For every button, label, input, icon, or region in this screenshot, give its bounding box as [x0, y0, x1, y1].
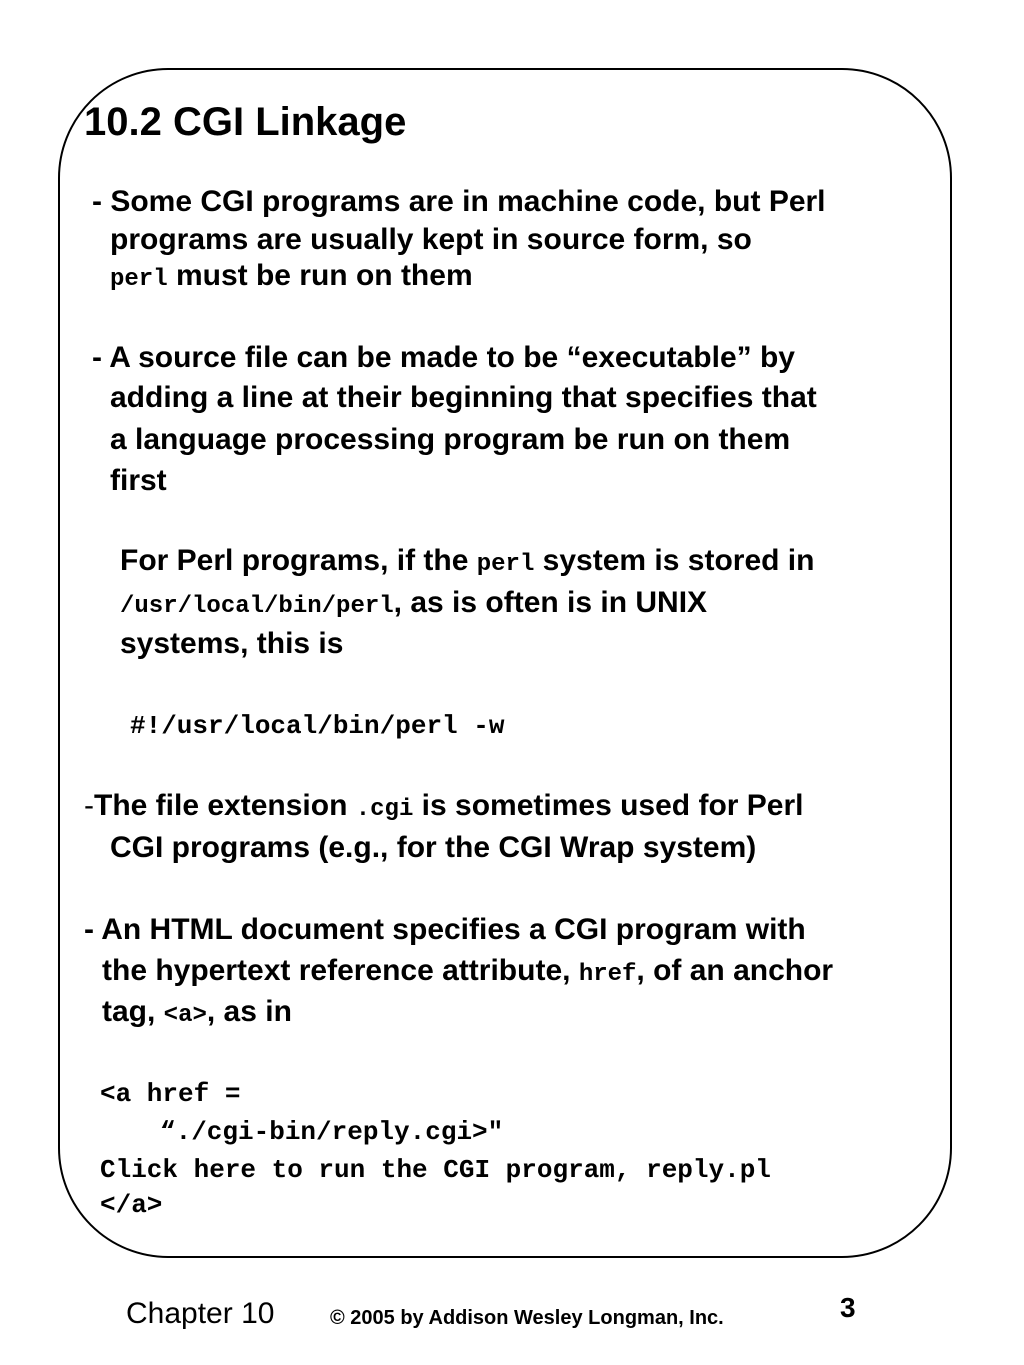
code-example-line-3: Click here to run the CGI program, reply.pl	[100, 1155, 771, 1185]
bullet-4-line-2	[102, 953, 833, 993]
bullet-2-line-1: - A source file can be made to be “executable” by	[92, 341, 795, 374]
bullet-4-line-2-post: , of an anchor	[636, 954, 834, 987]
code-example-line-2: “./cgi-bin/reply.cgi>"	[160, 1117, 504, 1147]
bullet-1-line-3-text: must be run on them	[167, 259, 473, 292]
perl-note-line-1-post: system is stored in	[534, 544, 815, 577]
href-code: href	[578, 961, 637, 988]
bullet-1-line-2: programs are usually kept in source form, so	[110, 223, 752, 256]
shebang-line: #!/usr/local/bin/perl -w	[130, 711, 505, 741]
bullet-1-line-1: - Some CGI programs are in machine code, but Perl	[92, 185, 826, 218]
bullet-3-line-1	[84, 788, 804, 828]
cgi-extension-code: .cgi	[355, 796, 414, 823]
bullet-3-line-1-post: is sometimes used for Perl	[413, 789, 804, 822]
anchor-tag-code: <a>	[163, 1002, 207, 1029]
footer-copyright: © 2005 by Addison Wesley Longman, Inc.	[330, 1307, 724, 1329]
page-number: 3	[840, 1292, 856, 1323]
slide-title: 10.2 CGI Linkage	[84, 100, 407, 144]
bullet-4-line-1: - An HTML document specifies a CGI program with	[84, 913, 806, 946]
bullet-4-line-3-pre: tag,	[102, 995, 164, 1028]
bullet-2-line-4: first	[110, 464, 167, 497]
bullet-1-line-3	[110, 258, 473, 298]
code-example-line-1: <a href =	[100, 1079, 241, 1109]
bullet-4-line-3	[102, 994, 292, 1034]
code-example-line-4: </a>	[100, 1190, 163, 1220]
perl-note-line-1	[120, 543, 814, 583]
perl-path-code: /usr/local/bin/perl	[120, 593, 394, 620]
perl-note-line-3: systems, this is	[120, 627, 344, 660]
footer-chapter: Chapter 10	[126, 1297, 275, 1330]
bullet-3-dash: -	[84, 789, 94, 822]
perl-code-1: perl	[110, 266, 168, 293]
perl-note-line-2	[120, 585, 707, 625]
bullet-2-line-2: adding a line at their beginning that specifies that	[110, 381, 817, 414]
perl-note-line-1-pre: For Perl programs, if the	[120, 544, 477, 577]
bullet-3-line-2: CGI programs (e.g., for the CGI Wrap system)	[110, 831, 757, 864]
bullet-3-line-1-pre: The file extension	[94, 789, 356, 822]
perl-note-line-2-post: , as is often is in UNIX	[393, 586, 708, 619]
bullet-2-line-3: a language processing program be run on them	[110, 423, 791, 456]
bullet-4-line-3-post: , as in	[206, 995, 292, 1028]
bullet-4-line-2-pre: the hypertext reference attribute,	[102, 954, 579, 987]
perl-code-2: perl	[476, 551, 535, 578]
